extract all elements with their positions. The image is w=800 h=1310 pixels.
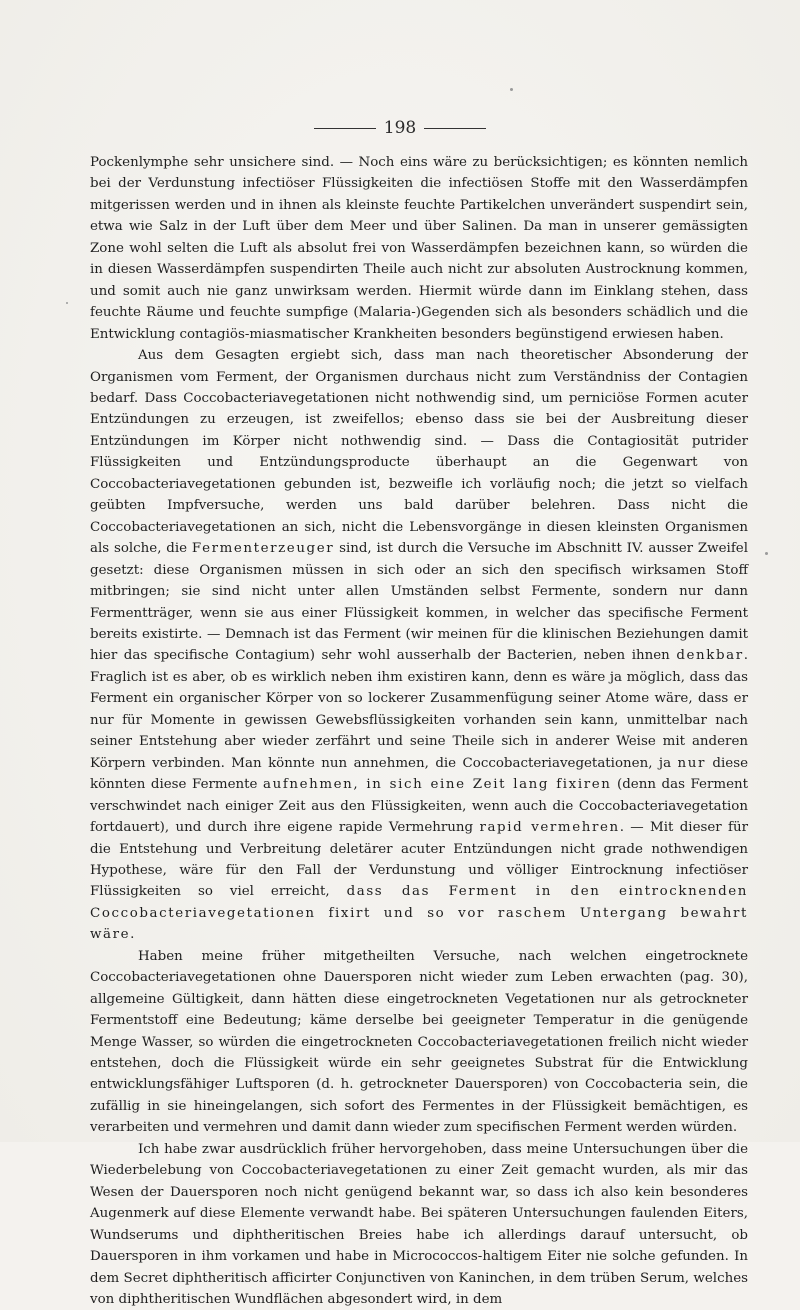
paragraph-text: . Fraglich ist es aber, ob es wirklich neben ihm existiren kann, denn es wäre ja möglich, dass das Ferment ein organischer Körper von so lockerer Zusammenfügung seiner Atome wäre, dass er nur für Momente in gewissen Gewebsflüssigkeiten vorhanden sein kann, unmittelbar nach seiner Entstehung aber wieder zerfährt und seine Theile sich in anderer Weise mit anderen Körpern verbinden. Man könnte nun annehmen, die Coccobacteriavegetationen, ja — [90, 648, 748, 771]
emphasized-text: nur — [677, 755, 706, 771]
paragraph-text: diese könnten diese Fermente — [90, 755, 749, 793]
paragraph — [90, 152, 748, 345]
paragraph — [90, 345, 748, 946]
page-number: 198 — [383, 118, 417, 138]
paper-speck — [765, 552, 768, 555]
emphasized-text: denkbar — [676, 648, 744, 664]
paragraph-text: . — Mit dieser für die Entstehung und Verbreitung deletärer acuter Entzündungen nicht grade nothwendigen Hypothese, wäre für den Fall der Verdunstung und völliger Eintrocknung infectiöser Flüssigkeiten so viel erreicht, — [90, 820, 748, 900]
page-header — [0, 118, 800, 138]
emphasized-text: rapid vermehren — [479, 820, 620, 836]
emphasized-text: dass das Ferment in den eintrocknenden Coccobacteriavegetationen fixirt und so vor raschem Untergang bewahrt wäre — [90, 884, 748, 943]
emphasized-text: Fermenterzeuger — [191, 541, 335, 557]
body-text — [90, 152, 748, 1310]
paragraph-text: (denn das Ferment verschwindet nach einiger Zeit aus den Flüssigkeiten, wenn auch die Coccobacteriavegetation fortdauert), und durch ihre eigene rapide Vermehrung — [90, 777, 748, 836]
paper-speck — [66, 302, 68, 304]
paper-speck — [510, 88, 513, 91]
header-rule-left — [314, 128, 376, 129]
paragraph-text: Pockenlymphe sehr unsichere sind. — Noch eins wäre zu berücksichtigen; es könnten nemlich bei der Verdunstung infectiöser Flüssigkeiten die infectiösen Stoffe mit den Wasserdämpfen mitgerissen werden und in ihnen als kleinste feuchte Partikelchen unverändert suspendirt sein, etwa wie Salz in der Luft über dem Meer und über Salinen. Da man in unserer gemässigten Zone wohl selten die Luft als absolut frei von Wasserdämpfen bezeichnen kann, so würden die in diesen Wasserdämpfen suspendirten Theile auch nicht zur absoluten Austrocknung kommen, und somit auch nie ganz unwirksam werden. Hiermit würde dann im Einklang stehen, dass feuchte Räume und feuchte sumpfige (Malaria-)Gegenden sich als besonders schädlich und die Entwicklung contagiös-miasmatischer Krankheiten besonders begünstigend erwiesen haben. — [90, 155, 748, 342]
paragraph-text: sind, ist durch die Versuche im Abschnitt IV. ausser Zweifel gesetzt: diese Organismen müssen in sich oder an sich den specifisch wirksamen Stoff mitbringen; sie sind nicht unter allen Umständen selbst Fermente, sondern nur dann Fermentträger, wenn sie aus einer Flüssigkeit kommen, in welcher das specifische Ferment bereits existirte. — Demnach ist das Ferment (wir meinen für die klinischen Beziehungen damit hier das specifische Contagium) sehr wohl ausserhalb der Bacterien, neben ihnen — [90, 541, 748, 664]
paragraph-text: Aus dem Gesagten ergiebt sich, dass man nach theoretischer Absonderung der Organismen vom Ferment, der Organismen durchaus nicht zum Verständniss der Contagien bedarf. Dass Coccobacteriavegetationen nicht nothwendig sind, um perniciöse Formen acuter Entzündungen zu erzeugen, ist zweifellos; ebenso dass sie bei der Ausbreitung dieser Entzündungen im Körper nicht nothwendig sind. — Dass die Contagiosität putrider Flüssigkeiten und Entzündungsproducte überhaupt an die Gegenwart von Coccobacteriavegetationen gebunden ist, bezweifle ich vorläufig noch; die jetzt so vielfach geübten Impfversuche, werden uns bald darüber belehren. Dass nicht die Coccobacteriavegetationen an sich, nicht die Lebensvorgänge in diesen kleinsten Organismen als solche, die — [90, 348, 748, 557]
header-rule-right — [424, 128, 486, 129]
paragraph — [90, 946, 748, 1139]
emphasized-text: aufnehmen, in sich eine Zeit lang fixiren — [263, 777, 612, 793]
paragraph-text: Ich habe zwar ausdrücklich früher hervorgehoben, dass meine Untersuchungen über die Wiederbelebung von Coccobacteriavegetationen zu einer Zeit gemacht wurden, als mir das Wesen der Dauersporen noch nicht genügend bekannt war, so dass ich also kein besonderes Augenmerk auf diese Elemente verwandt habe. Bei späteren Untersuchungen faulenden Eiters, Wundserums und diphtheritischen Breies habe ich allerdings darauf untersucht, ob Dauersporen in ihm vorkamen und habe in Micrococcos-haltigem Eiter nie solche gefunden. In dem Secret diphtheritisch afficirter Conjunctiven von Kaninchen, in dem trüben Serum, welches von diphtheritischen Wundflächen abgesondert wird, in dem — [90, 1141, 748, 1308]
paragraph-text: . — [130, 927, 135, 943]
paragraph — [90, 1139, 748, 1310]
paragraph-text: Haben meine früher mitgetheilten Versuche, nach welchen eingetrocknete Coccobacteriavegetationen ohne Dauersporen nicht wieder zum Leben erwachten (pag. 30), allgemeine Gültigkeit, dann hätten diese eingetrockneten Vegetationen nur als getrockneter Fermentstoff eine Bedeutung; käme derselbe bei geeigneter Temperatur in die genügende Menge Wasser, so würden die eingetrockneten Coccobacteriavegetationen freilich nicht wieder entstehen, doch die Flüssigkeit würde ein sehr geeignetes Substrat für die Entwicklung entwicklungsfähiger Luftsporen (d. h. getrockneter Dauersporen) von Coccobacteria sein, die zufällig in sie hineingelangen, sich sofort des Fermentes in der Flüssigkeit bemächtigen, es verarbeiten und vermehren und damit dann wieder zum specifischen Ferment werden würden. — [90, 948, 748, 1136]
